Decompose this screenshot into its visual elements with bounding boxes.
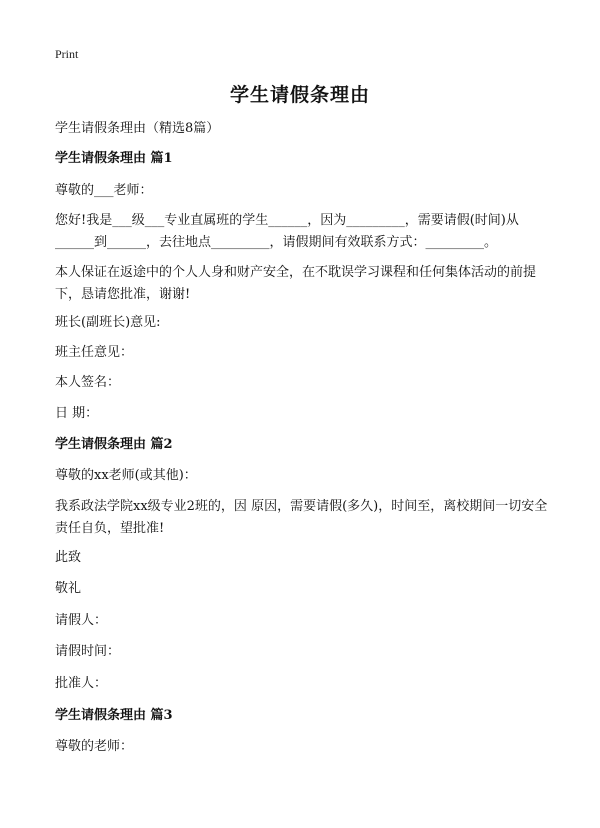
paragraph: 本人保证在返途中的个人人身和财产安全，在不耽误学习课程和任何集体活动的前提下，恳请您批准，谢谢! bbox=[55, 265, 537, 302]
document-subtitle: 学生请假条理由（精选8篇） bbox=[55, 121, 220, 136]
form-field-label: 批准人： bbox=[55, 676, 108, 691]
form-field-label: 本人签名： bbox=[55, 375, 121, 390]
print-link[interactable]: Print bbox=[55, 47, 79, 61]
paragraph: 我系政法学院xx级专业2班的，因 原因，需要请假(多久)，时间至，离校期间一切安全责任自负，望批准! bbox=[55, 499, 548, 536]
section-heading: 学生请假条理由 篇3 bbox=[55, 708, 173, 723]
form-field-label: 请假时间： bbox=[55, 644, 121, 659]
section-heading: 学生请假条理由 篇1 bbox=[55, 151, 173, 166]
form-field-label: 请假人： bbox=[55, 613, 108, 628]
closing-line: 此致 bbox=[55, 550, 82, 565]
form-field-label: 班长(副班长)意见: bbox=[55, 315, 161, 330]
salutation: 尊敬的___老师： bbox=[55, 183, 153, 198]
salutation: 尊敬的xx老师(或其他)： bbox=[55, 468, 197, 483]
form-field-label: 日 期： bbox=[55, 406, 99, 421]
document-title: 学生请假条理由 bbox=[229, 84, 370, 106]
form-field-label: 班主任意见： bbox=[55, 345, 134, 360]
section-heading: 学生请假条理由 篇2 bbox=[55, 437, 173, 452]
closing-line: 敬礼 bbox=[55, 581, 82, 596]
salutation: 尊敬的老师： bbox=[55, 739, 134, 754]
paragraph: 您好!我是___级___专业直属班的学生______，因为_________，需要请假(时间)从______到______，去往地点_________，请假期间有效联系方式：_________。 bbox=[55, 213, 519, 250]
